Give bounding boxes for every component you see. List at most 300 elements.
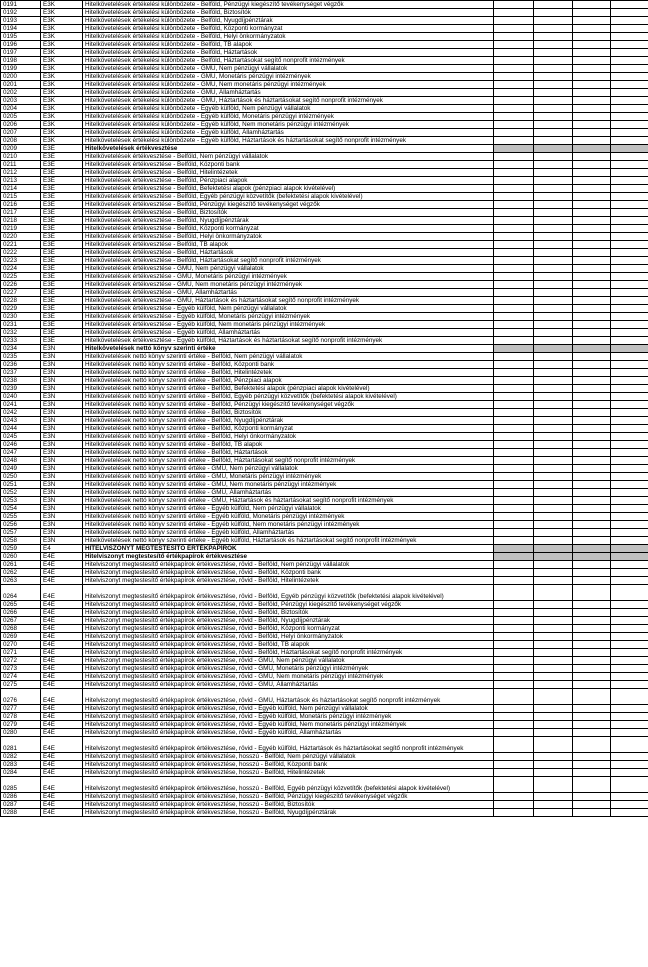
row-code-cell: 0215 <box>1 193 41 201</box>
row-key-cell: E3E <box>41 289 83 297</box>
row-value-cell <box>534 513 573 521</box>
row-code-cell: 0282 <box>1 753 41 761</box>
row-description-cell: Hitelkövetelések értékvesztése - GMU, Háztartások és háztartásokat segítő nonprofit intézmények <box>83 297 494 305</box>
row-description-cell: Hitelviszonyt megtestesítő értékpapírok értékvesztése, hosszú - Belföld, Nem pénzügyi vállalatok <box>83 753 494 761</box>
row-description-cell: Hitelkövetelések értékelési különbözete - Belföld, Háztartások <box>83 49 494 57</box>
row-value-cell <box>494 177 534 185</box>
row-value-cell <box>494 185 534 193</box>
row-value-cell <box>573 305 611 313</box>
row-value-cell <box>494 537 534 545</box>
row-description-cell: Hitelkövetelések nettó könyv szerinti értéke - Egyéb külföld, Nem pénzügyi vállalatok <box>83 505 494 513</box>
row-value-cell <box>534 105 573 113</box>
row-value-cell <box>534 41 573 49</box>
row-code-cell: 0212 <box>1 169 41 177</box>
row-value-cell <box>534 193 573 201</box>
row-value-cell <box>534 265 573 273</box>
row-code-cell: 0252 <box>1 489 41 497</box>
table-row <box>1 657 648 665</box>
row-key-cell: E3K <box>41 89 83 97</box>
row-value-cell <box>611 729 648 737</box>
row-value-cell <box>494 545 534 553</box>
row-value-cell <box>611 425 648 433</box>
table-row <box>1 241 648 249</box>
row-code-cell: 0241 <box>1 401 41 409</box>
row-value-cell <box>534 305 573 313</box>
row-key-cell: E3E <box>41 321 83 329</box>
row-value-cell <box>534 345 573 353</box>
row-key-cell: E3K <box>41 65 83 73</box>
row-value-cell <box>611 217 648 225</box>
row-value-cell <box>573 417 611 425</box>
row-description-cell: Hitelkövetelések értékelési különbözete - Belföld, Nyugdíjpénztárak <box>83 17 494 25</box>
row-code-cell: 0236 <box>1 361 41 369</box>
row-description-cell: Hitelkövetelések nettó könyv szerinti értéke - Belföld, Biztosítók <box>83 409 494 417</box>
row-code-cell: 0249 <box>1 465 41 473</box>
row-key-cell: E4E <box>41 641 83 649</box>
row-key-cell: E4E <box>41 649 83 657</box>
row-value-cell <box>534 457 573 465</box>
row-value-cell <box>494 433 534 441</box>
table-row <box>1 145 648 153</box>
row-value-cell <box>534 713 573 721</box>
row-value-cell <box>534 57 573 65</box>
table-row <box>1 313 648 321</box>
row-key-cell: E3N <box>41 497 83 505</box>
row-value-cell <box>494 641 534 649</box>
row-value-cell <box>573 609 611 617</box>
table-body <box>1 1 648 817</box>
row-value-cell <box>573 601 611 609</box>
row-value-cell <box>611 265 648 273</box>
row-key-cell: E3N <box>41 425 83 433</box>
table-row <box>1 289 648 297</box>
row-value-cell <box>494 137 534 145</box>
row-value-cell <box>611 409 648 417</box>
row-value-cell <box>534 273 573 281</box>
row-value-cell <box>573 33 611 41</box>
row-code-cell: 0197 <box>1 49 41 57</box>
row-value-cell <box>573 153 611 161</box>
row-value-cell <box>534 241 573 249</box>
row-value-cell <box>494 233 534 241</box>
row-value-cell <box>573 361 611 369</box>
row-code-cell: 0248 <box>1 457 41 465</box>
row-key-cell: E3K <box>41 113 83 121</box>
row-value-cell <box>573 345 611 353</box>
row-value-cell <box>611 481 648 489</box>
row-value-cell <box>611 385 648 393</box>
row-key-cell: E4E <box>41 673 83 681</box>
row-code-cell: 0219 <box>1 225 41 233</box>
row-description-cell: Hitelkövetelések értékvesztése <box>83 145 494 153</box>
row-code-cell: 0264 <box>1 585 41 601</box>
row-value-cell <box>494 97 534 105</box>
row-value-cell <box>534 809 573 817</box>
row-value-cell <box>611 657 648 665</box>
row-value-cell <box>611 393 648 401</box>
row-code-cell: 0239 <box>1 385 41 393</box>
row-value-cell <box>573 369 611 377</box>
table-row <box>1 337 648 345</box>
row-value-cell <box>611 433 648 441</box>
row-value-cell <box>611 161 648 169</box>
table-row <box>1 81 648 89</box>
row-code-cell: 0246 <box>1 441 41 449</box>
row-value-cell <box>611 145 648 153</box>
row-value-cell <box>611 41 648 49</box>
row-value-cell <box>573 753 611 761</box>
table-row <box>1 321 648 329</box>
row-description-cell: Hitelviszonyt megtestesítő értékpapírok értékvesztése, rövid - Belföld, Nem pénzügyi vállalatok <box>83 561 494 569</box>
row-key-cell: E4E <box>41 665 83 673</box>
row-value-cell <box>573 121 611 129</box>
row-key-cell: E3E <box>41 177 83 185</box>
row-value-cell <box>573 793 611 801</box>
row-value-cell <box>573 337 611 345</box>
row-value-cell <box>573 81 611 89</box>
row-value-cell <box>573 497 611 505</box>
row-code-cell: 0206 <box>1 121 41 129</box>
row-description-cell: Hitelviszonyt megtestesítő értékpapírok értékvesztése, rövid - GMU, Háztartások és háztartásokat segítő nonprofit intézmények <box>83 689 494 705</box>
row-code-cell: 0240 <box>1 393 41 401</box>
table-row <box>1 673 648 681</box>
row-code-cell: 0237 <box>1 369 41 377</box>
table-row <box>1 105 648 113</box>
row-key-cell: E4E <box>41 769 83 777</box>
row-value-cell <box>534 769 573 777</box>
row-value-cell <box>534 9 573 17</box>
row-value-cell <box>534 185 573 193</box>
table-row <box>1 425 648 433</box>
row-key-cell: E3N <box>41 537 83 545</box>
row-value-cell <box>573 769 611 777</box>
row-value-cell <box>573 657 611 665</box>
row-value-cell <box>494 353 534 361</box>
row-key-cell: E3N <box>41 385 83 393</box>
row-value-cell <box>611 49 648 57</box>
row-value-cell <box>611 65 648 73</box>
row-value-cell <box>534 553 573 561</box>
row-value-cell <box>494 121 534 129</box>
row-value-cell <box>573 385 611 393</box>
row-description-cell: Hitelviszonyt megtestesítő értékpapírok értékvesztése, rövid - Egyéb külföld, Nem monetáris pénzügyi intézmények <box>83 721 494 729</box>
row-value-cell <box>494 129 534 137</box>
row-key-cell: E4E <box>41 633 83 641</box>
row-value-cell <box>494 393 534 401</box>
row-description-cell: Hitelkövetelések nettó könyv szerinti értéke - Egyéb külföld, Nem monetáris pénzügyi intézmények <box>83 521 494 529</box>
row-value-cell <box>494 713 534 721</box>
row-value-cell <box>611 129 648 137</box>
row-key-cell: E3N <box>41 369 83 377</box>
row-value-cell <box>611 329 648 337</box>
row-key-cell: E3N <box>41 521 83 529</box>
row-value-cell <box>611 113 648 121</box>
row-description-cell: Hitelkövetelések nettó könyv szerinti értéke - Egyéb külföld, Monetáris pénzügyi intézmények <box>83 513 494 521</box>
row-value-cell <box>494 753 534 761</box>
row-value-cell <box>534 481 573 489</box>
row-description-cell: Hitelkövetelések értékelési különbözete - Belföld, Háztartásokat segítő nonprofit intézmények <box>83 57 494 65</box>
row-value-cell <box>534 633 573 641</box>
row-code-cell: 0200 <box>1 73 41 81</box>
row-value-cell <box>573 561 611 569</box>
row-description-cell: Hitelkövetelések értékvesztése - Belföld, Biztosítók <box>83 209 494 217</box>
table-row <box>1 449 648 457</box>
row-description-cell: Hitelkövetelések értékelési különbözete - Egyéb külföld, Államháztartás <box>83 129 494 137</box>
row-value-cell <box>534 89 573 97</box>
table-row <box>1 89 648 97</box>
row-value-cell <box>611 561 648 569</box>
row-value-cell <box>611 489 648 497</box>
row-key-cell: E3N <box>41 377 83 385</box>
row-code-cell: 0277 <box>1 705 41 713</box>
row-key-cell: E4E <box>41 625 83 633</box>
row-description-cell: Hitelviszonyt megtestesítő értékpapírok értékvesztése, rövid - Belföld, Biztosítók <box>83 609 494 617</box>
row-value-cell <box>611 505 648 513</box>
table-row <box>1 809 648 817</box>
row-value-cell <box>494 217 534 225</box>
row-value-cell <box>611 153 648 161</box>
row-code-cell: 0242 <box>1 409 41 417</box>
row-value-cell <box>534 425 573 433</box>
row-value-cell <box>534 169 573 177</box>
row-code-cell: 0278 <box>1 713 41 721</box>
row-value-cell <box>534 409 573 417</box>
row-value-cell <box>611 617 648 625</box>
row-key-cell: E3N <box>41 433 83 441</box>
row-description-cell: Hitelkövetelések értékvesztése - Belföld, Egyéb pénzügyi közvetítők (befektetési alapok kivételével) <box>83 193 494 201</box>
row-description-cell: Hitelviszonyt megtestesítő értékpapírok értékvesztése, rövid - Belföld, Központi kormányzat <box>83 625 494 633</box>
row-key-cell: E4E <box>41 609 83 617</box>
row-value-cell <box>611 249 648 257</box>
row-value-cell <box>494 89 534 97</box>
row-value-cell <box>611 625 648 633</box>
row-value-cell <box>494 1 534 9</box>
row-code-cell: 0286 <box>1 793 41 801</box>
row-value-cell <box>494 113 534 121</box>
row-value-cell <box>611 17 648 25</box>
row-value-cell <box>573 585 611 601</box>
table-row <box>1 153 648 161</box>
table-row <box>1 417 648 425</box>
row-value-cell <box>494 257 534 265</box>
table-row <box>1 761 648 769</box>
row-description-cell: Hitelkövetelések nettó könyv szerinti értéke - Belföld, TB alapok <box>83 441 494 449</box>
row-key-cell: E4E <box>41 713 83 721</box>
row-value-cell <box>573 209 611 217</box>
row-code-cell: 0227 <box>1 289 41 297</box>
table-row <box>1 681 648 689</box>
table-row <box>1 481 648 489</box>
table-row <box>1 721 648 729</box>
row-value-cell <box>534 377 573 385</box>
row-value-cell <box>494 321 534 329</box>
row-description-cell: Hitelkövetelések értékvesztése - Egyéb külföld, Háztartások és háztartásokat segítő nonprofit intézmények <box>83 337 494 345</box>
row-value-cell <box>534 561 573 569</box>
row-code-cell: 0193 <box>1 17 41 25</box>
row-description-cell: Hitelkövetelések értékelési különbözete - Egyéb külföld, Háztartások és háztartásokat segítő nonprofit intézmények <box>83 137 494 145</box>
row-value-cell <box>534 49 573 57</box>
row-value-cell <box>611 273 648 281</box>
row-value-cell <box>573 105 611 113</box>
row-code-cell: 0288 <box>1 809 41 817</box>
row-code-cell: 0218 <box>1 217 41 225</box>
row-value-cell <box>611 673 648 681</box>
row-value-cell <box>611 201 648 209</box>
table-row <box>1 185 648 193</box>
table-row <box>1 329 648 337</box>
row-value-cell <box>534 129 573 137</box>
row-description-cell: Hitelviszonyt megtestesítő értékpapírok értékvesztése, rövid - Egyéb külföld, Háztartások és háztartásokat segítő nonprofit intézmények <box>83 737 494 753</box>
table-row <box>1 217 648 225</box>
row-key-cell: E3E <box>41 217 83 225</box>
row-description-cell: Hitelviszonyt megtestesítő értékpapírok értékvesztése, hosszú - Belföld, Biztosítók <box>83 801 494 809</box>
row-key-cell: E3E <box>41 241 83 249</box>
row-value-cell <box>611 121 648 129</box>
table-row <box>1 257 648 265</box>
row-code-cell: 0273 <box>1 665 41 673</box>
row-value-cell <box>611 401 648 409</box>
row-value-cell <box>611 417 648 425</box>
row-value-cell <box>611 313 648 321</box>
row-value-cell <box>611 281 648 289</box>
row-value-cell <box>611 513 648 521</box>
table-row <box>1 113 648 121</box>
row-value-cell <box>534 281 573 289</box>
row-key-cell: E3E <box>41 145 83 153</box>
row-code-cell: 0267 <box>1 617 41 625</box>
row-value-cell <box>494 297 534 305</box>
row-code-cell: 0223 <box>1 257 41 265</box>
row-key-cell: E3N <box>41 457 83 465</box>
row-description-cell: Hitelkövetelések nettó könyv szerinti értéke - Belföld, Háztartások <box>83 449 494 457</box>
row-key-cell: E4E <box>41 793 83 801</box>
row-value-cell <box>573 161 611 169</box>
row-value-cell <box>611 609 648 617</box>
row-key-cell: E4E <box>41 705 83 713</box>
table-row <box>1 225 648 233</box>
row-value-cell <box>611 1 648 9</box>
row-description-cell: Hitelkövetelések nettó könyv szerinti értéke - GMU, Háztartások és háztartásokat segítő nonprofit intézmények <box>83 497 494 505</box>
row-value-cell <box>573 217 611 225</box>
row-value-cell <box>534 433 573 441</box>
row-value-cell <box>611 337 648 345</box>
row-value-cell <box>611 169 648 177</box>
table-row <box>1 801 648 809</box>
row-value-cell <box>611 185 648 193</box>
table-row <box>1 393 648 401</box>
row-key-cell: E4E <box>41 617 83 625</box>
row-value-cell <box>534 801 573 809</box>
row-description-cell: Hitelkövetelések értékvesztése - GMU, Nem pénzügyi vállalatok <box>83 265 494 273</box>
row-value-cell <box>534 313 573 321</box>
row-code-cell: 0204 <box>1 105 41 113</box>
row-description-cell: Hitelviszonyt megtestesítő értékpapírok értékvesztése, rövid - GMU, Államháztartás <box>83 681 494 689</box>
table-row <box>1 601 648 609</box>
row-value-cell <box>494 161 534 169</box>
row-value-cell <box>573 57 611 65</box>
row-value-cell <box>534 353 573 361</box>
table-row <box>1 361 648 369</box>
table-row <box>1 49 648 57</box>
row-value-cell <box>573 401 611 409</box>
row-value-cell <box>534 737 573 753</box>
row-value-cell <box>494 609 534 617</box>
row-value-cell <box>494 633 534 641</box>
row-description-cell: Hitelkövetelések értékelési különbözete - GMU, Háztartások és háztartásokat segítő nonprofit intézmények <box>83 97 494 105</box>
row-value-cell <box>573 705 611 713</box>
row-value-cell <box>573 249 611 257</box>
row-description-cell: Hitelkövetelések értékelési különbözete - Egyéb külföld, Nem monetáris pénzügyi intézmények <box>83 121 494 129</box>
row-value-cell <box>573 273 611 281</box>
row-description-cell: Hitelkövetelések értékvesztése - Egyéb külföld, Nem monetáris pénzügyi intézmények <box>83 321 494 329</box>
table-row <box>1 769 648 777</box>
row-code-cell: 0274 <box>1 673 41 681</box>
row-key-cell: E3N <box>41 489 83 497</box>
row-value-cell <box>573 529 611 537</box>
row-value-cell <box>494 793 534 801</box>
row-code-cell: 0265 <box>1 601 41 609</box>
table-row <box>1 297 648 305</box>
row-description-cell: Hitelkövetelések értékelési különbözete - Belföld, Biztosítók <box>83 9 494 17</box>
row-code-cell: 0216 <box>1 201 41 209</box>
row-value-cell <box>573 777 611 793</box>
row-code-cell: 0228 <box>1 297 41 305</box>
row-value-cell <box>534 121 573 129</box>
row-value-cell <box>494 273 534 281</box>
row-value-cell <box>573 577 611 585</box>
row-value-cell <box>494 49 534 57</box>
row-description-cell: Hitelkövetelések nettó könyv szerinti értéke - Egyéb külföld, Államháztartás <box>83 529 494 537</box>
row-code-cell: 0256 <box>1 521 41 529</box>
row-value-cell <box>494 561 534 569</box>
row-value-cell <box>534 249 573 257</box>
row-value-cell <box>534 521 573 529</box>
row-key-cell: E3E <box>41 337 83 345</box>
table-row <box>1 137 648 145</box>
row-description-cell: Hitelviszonyt megtestesítő értékpapírok értékvesztése, hosszú - Belföld, Nyugdíjpénztárak <box>83 809 494 817</box>
row-value-cell <box>494 513 534 521</box>
row-value-cell <box>494 585 534 601</box>
row-value-cell <box>611 321 648 329</box>
row-value-cell <box>494 769 534 777</box>
table-row <box>1 617 648 625</box>
table-row <box>1 433 648 441</box>
row-code-cell: 0275 <box>1 681 41 689</box>
row-key-cell: E3N <box>41 449 83 457</box>
row-description-cell: Hitelviszonyt megtestesítő értékpapírok értékvesztése, rövid - Belföld, Egyéb pénzügyi közvetítők (befektetési alapok kivételével) <box>83 585 494 601</box>
row-value-cell <box>494 57 534 65</box>
table-row <box>1 665 648 673</box>
row-code-cell: 0211 <box>1 161 41 169</box>
row-code-cell: 0280 <box>1 729 41 737</box>
row-code-cell: 0191 <box>1 1 41 9</box>
row-value-cell <box>573 233 611 241</box>
table-row <box>1 249 648 257</box>
row-value-cell <box>611 377 648 385</box>
row-value-cell <box>534 617 573 625</box>
row-value-cell <box>534 545 573 553</box>
row-code-cell: 0202 <box>1 89 41 97</box>
row-value-cell <box>494 737 534 753</box>
row-value-cell <box>611 793 648 801</box>
row-value-cell <box>573 409 611 417</box>
row-value-cell <box>573 377 611 385</box>
row-value-cell <box>573 761 611 769</box>
row-value-cell <box>534 65 573 73</box>
row-value-cell <box>534 497 573 505</box>
row-description-cell: Hitelkövetelések értékelési különbözete - Egyéb külföld, Nem pénzügyi vállalatok <box>83 105 494 113</box>
table-row <box>1 465 648 473</box>
